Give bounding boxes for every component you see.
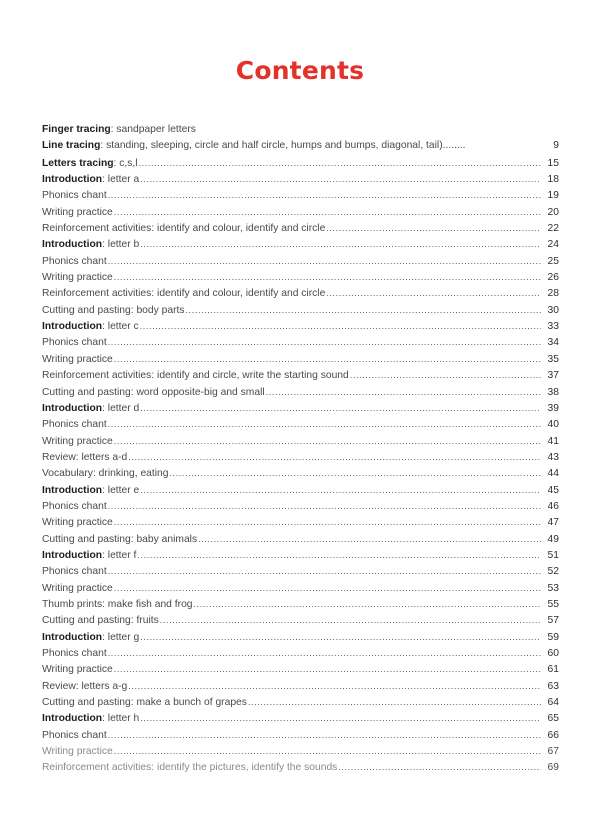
dot-leader — [114, 661, 541, 677]
toc-entry-description: Writing practice — [42, 746, 113, 758]
dot-leader — [186, 302, 541, 318]
toc-entry — [42, 367, 559, 383]
toc-page-number: 69 — [547, 762, 559, 774]
dot-leader — [114, 433, 541, 449]
dot-leader — [114, 580, 541, 596]
toc-entry — [42, 759, 559, 775]
toc-page-number: 15 — [547, 157, 559, 169]
toc-entry-description: Review: letters a-g — [42, 680, 128, 692]
toc-entry-title — [42, 138, 466, 154]
toc-entry — [42, 269, 559, 285]
toc-entry-title — [42, 597, 193, 613]
toc-entry-description: Phonics chant — [42, 190, 107, 202]
toc-entry — [42, 334, 559, 350]
toc-entry-heading: Introduction — [42, 402, 103, 414]
toc-entry-title — [42, 450, 127, 466]
toc-entry — [42, 678, 559, 694]
toc-entry-description: : standing, sleeping, circle and half circle, humps and bumps, diagonal, tail)........ — [100, 140, 466, 152]
toc-page-number: 61 — [547, 664, 559, 676]
toc-page-number: 55 — [547, 598, 559, 610]
toc-entry-title — [42, 368, 349, 384]
toc-entry-title — [42, 695, 247, 711]
toc-entry-title — [42, 728, 107, 744]
toc-page-number: 40 — [547, 419, 559, 431]
toc-entry-description: Writing practice — [42, 582, 113, 594]
toc-entry-heading: Introduction — [42, 549, 103, 561]
toc-entry — [42, 433, 559, 449]
toc-entry-description: Phonics chant — [42, 729, 107, 741]
toc-entry — [42, 710, 559, 726]
toc-page-number: 22 — [547, 223, 559, 235]
toc-page-number: 46 — [547, 500, 559, 512]
toc-entry-title — [42, 662, 113, 678]
dot-leader — [170, 465, 541, 481]
toc-page-number: 51 — [547, 549, 559, 561]
toc-entry-description: Writing practice — [42, 206, 113, 218]
toc-page-number: 33 — [547, 321, 559, 333]
dot-leader — [326, 220, 541, 236]
toc-entry — [42, 384, 559, 400]
toc-page-number: 24 — [547, 239, 559, 251]
toc-entry-description: : letter g — [102, 631, 140, 643]
toc-entry — [42, 253, 559, 269]
toc-entry — [42, 547, 559, 563]
dot-leader — [114, 514, 541, 530]
toc-page-number: 57 — [547, 615, 559, 627]
toc-entry — [42, 596, 559, 612]
toc-entry-title — [42, 401, 139, 417]
toc-entry-description: Phonics chant — [42, 500, 107, 512]
toc-entry — [42, 351, 559, 367]
toc-entry-title — [42, 172, 139, 188]
toc-entry-description: : letter h — [102, 713, 140, 725]
toc-entry — [42, 416, 559, 432]
toc-page-number: 43 — [547, 451, 559, 463]
toc-entry-title — [42, 156, 138, 172]
toc-entry-title — [42, 466, 169, 482]
toc-entry — [42, 465, 559, 481]
toc-entry-heading: Line tracing — [42, 140, 101, 152]
dot-leader — [108, 253, 541, 269]
toc-entry-description: : letter e — [102, 484, 140, 496]
toc-entry-description: : letter d — [102, 402, 140, 414]
toc-entry-heading: Introduction — [42, 321, 103, 333]
dot-leader — [266, 384, 541, 400]
toc-entry-heading: Introduction — [42, 631, 103, 643]
toc-entry-title — [42, 646, 107, 662]
dot-leader — [114, 269, 541, 285]
toc-entry-description: : letter b — [102, 239, 140, 251]
toc-entry — [42, 220, 559, 236]
dot-leader — [139, 155, 541, 171]
toc-page-number: 67 — [547, 746, 559, 758]
toc-entry-description: : letter a — [102, 174, 140, 186]
dot-leader — [114, 204, 541, 220]
dot-leader — [114, 743, 541, 759]
toc-entry — [42, 580, 559, 596]
toc-entry-title — [42, 532, 197, 548]
dot-leader — [338, 759, 541, 775]
toc-page-number: 28 — [547, 288, 559, 300]
toc-entry — [42, 743, 559, 759]
dot-leader — [114, 351, 541, 367]
toc-entry — [42, 727, 559, 743]
toc-page-number: 59 — [547, 631, 559, 643]
toc-entry-title — [42, 434, 113, 450]
toc-entry-description: Writing practice — [42, 517, 113, 529]
toc-entry-heading: Introduction — [42, 239, 103, 251]
toc-page-number: 34 — [547, 337, 559, 349]
toc-entry-description: Phonics chant — [42, 419, 107, 431]
toc-page-number: 52 — [547, 566, 559, 578]
dot-leader — [108, 187, 541, 203]
dot-leader — [108, 334, 541, 350]
toc-entry-title — [42, 122, 196, 138]
toc-entry-title — [42, 679, 127, 695]
toc-entry-description: : letter f — [102, 549, 137, 561]
toc-page-number: 39 — [547, 402, 559, 414]
dot-leader — [128, 678, 541, 694]
toc-entry-title — [42, 564, 107, 580]
toc-entry-description: Cutting and pasting: fruits — [42, 615, 159, 627]
toc-entry-title — [42, 613, 159, 629]
toc-entry — [42, 563, 559, 579]
dot-leader — [140, 710, 541, 726]
toc-page-number: 66 — [547, 729, 559, 741]
toc-entry-title — [42, 303, 185, 319]
toc-entry — [42, 629, 559, 645]
toc-entry-heading: Introduction — [42, 713, 103, 725]
dot-leader — [350, 367, 541, 383]
toc-page-number: 26 — [547, 272, 559, 284]
toc-entry-heading: Introduction — [42, 174, 103, 186]
dot-leader — [108, 563, 541, 579]
toc-page-number: 38 — [547, 386, 559, 398]
toc-entry-description: Writing practice — [42, 435, 113, 447]
toc-page-number: 53 — [547, 582, 559, 594]
toc-entry — [42, 498, 559, 514]
toc-entry-description: Reinforcement activities: identify the pictures, identify the sounds — [42, 762, 338, 774]
toc-entry — [42, 155, 559, 171]
toc-entry-description: : c,s,l — [113, 157, 138, 169]
toc-page-number: 45 — [547, 484, 559, 496]
toc-entry-heading: Letters tracing — [42, 157, 114, 169]
toc-entry-description: Writing practice — [42, 272, 113, 284]
toc-entry-description: Reinforcement activities: identify and colour, identify and circle — [42, 288, 326, 300]
toc-entry-description: Vocabulary: drinking, eating — [42, 468, 169, 480]
dot-leader — [140, 400, 541, 416]
toc-entry-description: Writing practice — [42, 664, 113, 676]
toc-entry-description: Cutting and pasting: baby animals — [42, 533, 198, 545]
dot-leader — [140, 629, 541, 645]
toc-entry-description: Review: letters a-d — [42, 451, 128, 463]
toc-entry-description: Writing practice — [42, 353, 113, 365]
toc-entry-title — [42, 711, 139, 727]
toc-entry-description: Cutting and pasting: body parts — [42, 304, 185, 316]
toc-entry — [42, 514, 559, 530]
toc-entry-description: : letter c — [102, 321, 139, 333]
toc-entry — [42, 122, 559, 138]
toc-page-number: 9 — [553, 140, 559, 152]
table-of-contents — [42, 122, 559, 776]
toc-page-number: 44 — [547, 468, 559, 480]
toc-entry — [42, 285, 559, 301]
toc-entry-title — [42, 515, 113, 531]
toc-page-number: 47 — [547, 517, 559, 529]
toc-entry-description: Cutting and pasting: make a bunch of grapes — [42, 697, 247, 709]
toc-page-number: 37 — [547, 370, 559, 382]
toc-entry — [42, 236, 559, 252]
toc-entry-description: Phonics chant — [42, 337, 107, 349]
dot-leader — [108, 727, 541, 743]
toc-entry-title — [42, 286, 325, 302]
dot-leader — [326, 285, 541, 301]
toc-entry-description: Reinforcement activities: identify and colour, identify and circle — [42, 223, 326, 235]
toc-entry — [42, 318, 559, 334]
toc-entry-description: Thumb prints: make fish and frog — [42, 598, 193, 610]
toc-entry-heading: Introduction — [42, 484, 103, 496]
toc-page-number: 63 — [547, 680, 559, 692]
toc-page-number: 30 — [547, 304, 559, 316]
toc-entry — [42, 612, 559, 628]
dot-leader — [194, 596, 541, 612]
toc-entry-description: Cutting and pasting: word opposite-big and small — [42, 386, 265, 398]
toc-entry-title — [42, 483, 139, 499]
toc-entry-title — [42, 335, 107, 351]
toc-page-number: 60 — [547, 648, 559, 659]
toc-page-number: 65 — [547, 713, 559, 725]
toc-entry-title — [42, 581, 113, 597]
toc-entry-heading: Finger tracing — [42, 124, 111, 135]
toc-entry — [42, 482, 559, 498]
dot-leader — [140, 236, 541, 252]
toc-entry — [42, 694, 559, 710]
toc-entry-title — [42, 188, 107, 204]
dot-leader — [108, 645, 541, 661]
toc-entry-title — [42, 499, 107, 515]
toc-page-number: 19 — [547, 190, 559, 202]
toc-entry-title — [42, 744, 113, 760]
toc-entry-description: Phonics chant — [42, 255, 107, 267]
dot-leader — [160, 612, 541, 628]
toc-entry — [42, 400, 559, 416]
dot-leader — [140, 171, 541, 187]
toc-entry — [42, 204, 559, 220]
dot-leader — [128, 449, 541, 465]
toc-entry — [42, 171, 559, 187]
toc-entry — [42, 138, 559, 154]
toc-page-number: 35 — [547, 353, 559, 365]
toc-entry-title — [42, 254, 107, 270]
toc-entry-description: : sandpaper letters — [110, 124, 196, 135]
toc-page-number: 41 — [547, 435, 559, 447]
toc-entry-title — [42, 760, 337, 776]
toc-entry-title — [42, 221, 325, 237]
toc-entry-description: Reinforcement activities: identify and circle, write the starting sound — [42, 370, 349, 382]
toc-entry — [42, 302, 559, 318]
toc-entry-title — [42, 319, 139, 335]
toc-entry-title — [42, 205, 113, 221]
toc-page-number: 64 — [547, 697, 559, 709]
toc-page-number: 25 — [547, 255, 559, 267]
dot-leader — [248, 694, 541, 710]
toc-entry-title — [42, 352, 113, 368]
toc-entry — [42, 661, 559, 677]
dot-leader — [108, 498, 541, 514]
dot-leader — [198, 531, 541, 547]
toc-entry-title — [42, 237, 139, 253]
toc-entry-title — [42, 270, 113, 286]
toc-entry-title — [42, 630, 139, 646]
dot-leader — [137, 547, 541, 563]
toc-entry-description: Phonics chant — [42, 566, 107, 578]
toc-entry-description: Phonics chant — [42, 648, 107, 659]
toc-page-number: 18 — [547, 174, 559, 186]
toc-entry-title — [42, 385, 265, 401]
toc-entry — [42, 531, 559, 547]
dot-leader — [140, 482, 541, 498]
toc-page-number: 20 — [547, 206, 559, 218]
toc-entry — [42, 449, 559, 465]
page-title: Contents — [235, 56, 365, 85]
toc-page-number: 49 — [547, 533, 559, 545]
dot-leader — [140, 318, 541, 334]
dot-leader — [108, 416, 541, 432]
toc-entry-title — [42, 548, 136, 564]
toc-entry-title — [42, 417, 107, 433]
toc-entry — [42, 187, 559, 203]
toc-entry — [42, 645, 559, 661]
